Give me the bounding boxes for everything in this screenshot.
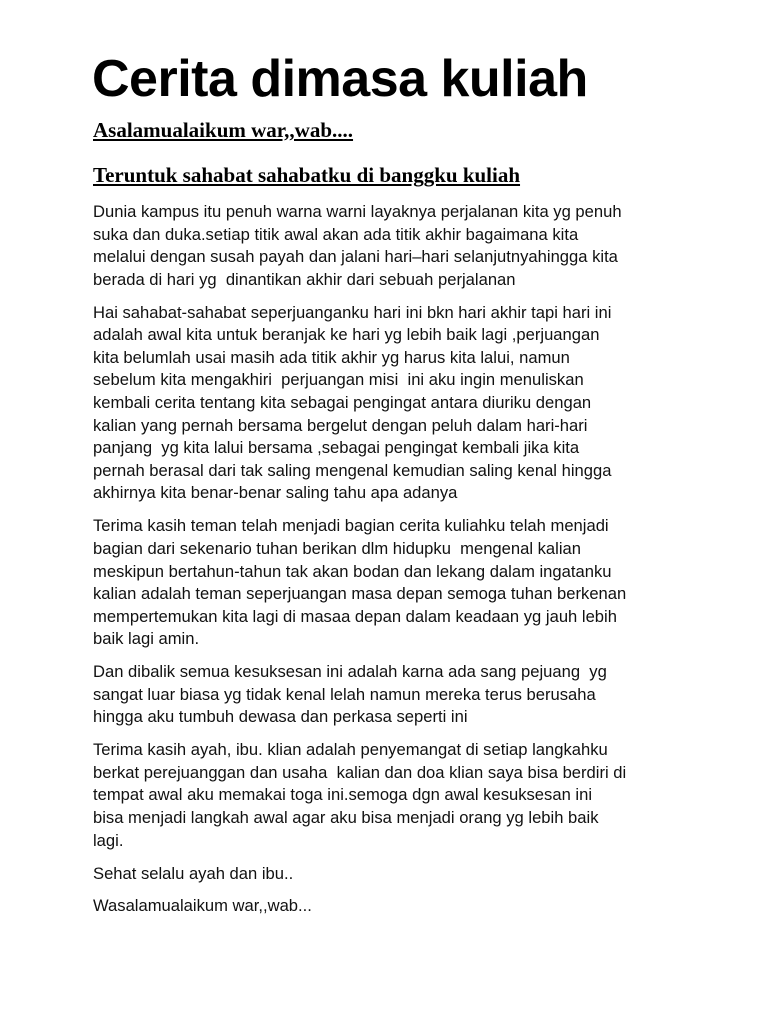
paragraph	[93, 739, 713, 852]
paragraph-line: lagi.	[93, 830, 124, 850]
paragraph-line: Dan dibalik semua kesuksesan ini adalah karna ada sang pejuang yg	[93, 662, 607, 682]
paragraph-line: panjang yg kita lalui bersama ,sebagai pengingat kembali jika kita	[93, 438, 580, 458]
paragraph	[93, 201, 713, 291]
paragraph-line: tempat awal aku memakai toga ini.semoga dgn awal kesuksesan ini	[93, 785, 593, 805]
paragraph-line: pernah berasal dari tak saling mengenal kemudian saling kenal hingga	[93, 460, 612, 480]
paragraph-line: bisa menjadi langkah awal agar aku bisa menjadi orang yg lebih baik	[93, 808, 599, 828]
paragraph	[93, 515, 713, 651]
paragraph-line: baik lagi amin.	[93, 629, 200, 649]
paragraph-line: kalian yang pernah bersama bergelut dengan peluh dalam hari-hari	[93, 415, 588, 435]
paragraph-line: mempertemukan kita lagi di masaa depan dalam keadaan yg jauh lebih	[93, 606, 617, 626]
paragraph-line: Terima kasih ayah, ibu. klian adalah penyemangat di setiap langkahku	[93, 740, 608, 760]
paragraph	[93, 661, 713, 729]
paragraph-line: sebelum kita mengakhiri perjuangan misi ini aku ingin menuliskan	[93, 370, 584, 390]
paragraph-line: Dunia kampus itu penuh warna warni layaknya perjalanan kita yg penuh	[93, 202, 622, 221]
paragraph-line: berkat perejuanggan dan usaha kalian dan doa klian saya bisa berdiri di	[93, 762, 627, 782]
paragraph	[93, 895, 713, 918]
paragraph-line: bagian dari sekenario tuhan berikan dlm hidupku mengenal kalian	[93, 538, 581, 558]
paragraph-line: meskipun bertahun-tahun tak akan bodan dan lekang dalam ingatanku	[93, 561, 612, 581]
paragraph-line: Terima kasih teman telah menjadi bagian cerita kuliahku telah menjadi	[93, 516, 609, 536]
document-body	[93, 201, 713, 928]
paragraph-line: Hai sahabat-sahabat seperjuanganku hari ini bkn hari akhir tapi hari ini	[93, 302, 612, 322]
paragraph-line: suka dan duka.setiap titik awal akan ada titik akhir bagaimana kita	[93, 224, 579, 244]
greeting-heading: Asalamualaikum war,,wab....	[93, 118, 354, 142]
paragraph-line: adalah awal kita untuk beranjak ke hari yg lebih baik lagi ,perjuangan	[93, 325, 600, 345]
paragraph-line: hingga aku tumbuh dewasa dan perkasa seperti ini	[93, 707, 468, 727]
paragraph-line: sangat luar biasa yg tidak kenal lelah namun mereka terus berusaha	[93, 684, 596, 704]
paragraph-line: Wasalamualaikum war,,wab...	[93, 896, 312, 916]
paragraph-line: Sehat selalu ayah dan ibu..	[93, 863, 294, 883]
paragraph	[93, 863, 713, 886]
paragraph-line: kalian adalah teman seperjuangan masa depan semoga tuhan berkenan	[93, 584, 627, 604]
dedication-heading: Teruntuk sahabat sahabatku di banggku kuliah	[93, 163, 521, 187]
paragraph-line: kembali cerita tentang kita sebagai pengingat antara diuriku dengan	[93, 393, 592, 413]
paragraph-line: kita belumlah usai masih ada titik akhir yg harus kita lalui, namun	[93, 347, 570, 367]
document-title: Cerita dimasa kuliah	[92, 50, 588, 108]
paragraph-line: berada di hari yg dinantikan akhir dari sebuah perjalanan	[93, 269, 516, 289]
paragraph-line: akhirnya kita benar-benar saling tahu apa adanya	[93, 483, 458, 503]
paragraph	[93, 302, 713, 505]
paragraph-line: melalui dengan susah payah dan jalani hari–hari selanjutnyahingga kita	[93, 247, 618, 267]
